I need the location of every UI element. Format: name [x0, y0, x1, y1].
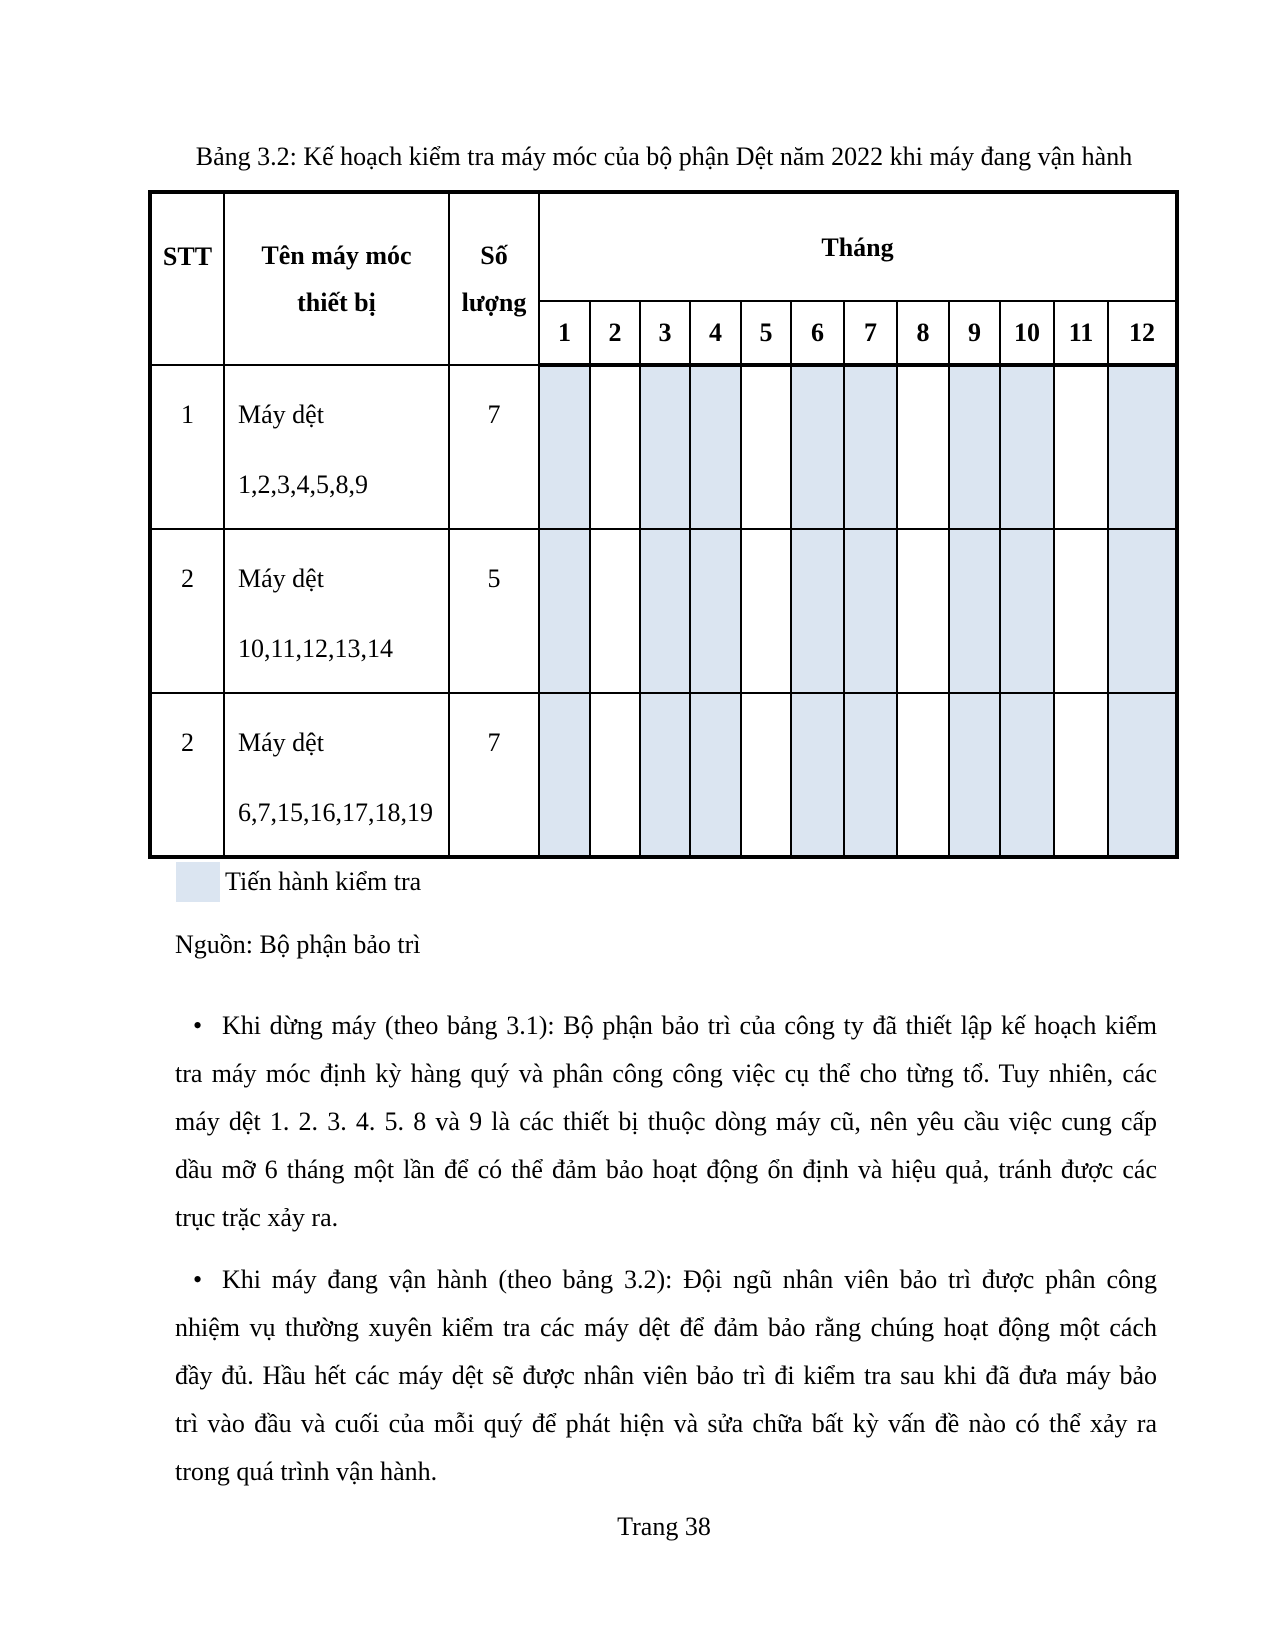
table-row — [150, 365, 1177, 529]
schedule-cell — [949, 529, 1000, 693]
schedule-cell — [539, 693, 590, 857]
row3-quantity: 7 — [449, 693, 539, 857]
schedule-cell — [640, 365, 690, 529]
source-note: Nguồn: Bộ phận bảo trì — [175, 930, 421, 959]
schedule-cell — [1054, 365, 1108, 529]
schedule-cell — [949, 365, 1000, 529]
schedule-cell — [1108, 529, 1177, 693]
legend-color-swatch — [176, 862, 220, 902]
row1-machine-name: Máy dệt 1,2,3,4,5,8,9 — [224, 365, 449, 529]
schedule-cell — [640, 693, 690, 857]
schedule-cell — [1108, 365, 1177, 529]
bullet-icon: • — [193, 1265, 203, 1294]
paragraph-line: trục trặc xảy ra. — [175, 1203, 339, 1232]
paragraph-line: đầy đủ. Hầu hết các máy dệt sẽ được nhân viên bảo trì đi kiểm tra sau khi đã đưa máy bảo — [175, 1361, 1157, 1390]
schedule-cell — [640, 529, 690, 693]
schedule-cell — [1000, 365, 1054, 529]
schedule-cell — [1054, 529, 1108, 693]
row3-machine-name: Máy dệt 6,7,15,16,17,18,19 — [224, 693, 449, 857]
header-month-10: 10 — [1000, 301, 1054, 365]
schedule-cell — [1000, 529, 1054, 693]
legend-label: Tiến hành kiểm tra — [225, 867, 422, 896]
inspection-schedule-table — [148, 190, 1179, 859]
schedule-cell — [690, 693, 741, 857]
header-month-11: 11 — [1054, 301, 1108, 365]
paragraph-line: nhiệm vụ thường xuyên kiểm tra các máy dệt để đảm bảo rằng chúng hoạt động một cách — [175, 1313, 1157, 1342]
paragraph-running-machines — [175, 1256, 1157, 1496]
table-caption: Bảng 3.2: Kế hoạch kiểm tra máy móc của bộ phận Dệt năm 2022 khi máy đang vận hành — [195, 142, 1133, 171]
header-month-7: 7 — [844, 301, 897, 365]
header-month-6: 6 — [791, 301, 844, 365]
schedule-cell — [590, 529, 640, 693]
header-month-9: 9 — [949, 301, 1000, 365]
paragraph-line: trong quá trình vận hành. — [175, 1457, 438, 1486]
bullet-icon: • — [193, 1011, 203, 1040]
header-month-8: 8 — [897, 301, 949, 365]
schedule-cell — [741, 693, 791, 857]
header-month-4: 4 — [690, 301, 741, 365]
schedule-cell — [897, 693, 949, 857]
schedule-cell — [1000, 693, 1054, 857]
header-month-group: Tháng — [539, 192, 1177, 301]
schedule-cell — [791, 529, 844, 693]
schedule-cell — [690, 529, 741, 693]
paragraph-line: dầu mỡ 6 tháng một lần để có thể đảm bảo hoạt động ổn định và hiệu quả, tránh được các — [175, 1155, 1157, 1184]
paragraph-line: tra máy móc định kỳ hàng quý và phân công công việc cụ thể cho từng tổ. Tuy nhiên, các — [175, 1059, 1157, 1088]
schedule-cell — [741, 365, 791, 529]
row2-quantity: 5 — [449, 529, 539, 693]
row2-stt: 2 — [150, 529, 224, 693]
header-month-3: 3 — [640, 301, 690, 365]
schedule-cell — [1108, 693, 1177, 857]
header-month-1: 1 — [539, 301, 590, 365]
paragraph-stopped-machines — [175, 1002, 1157, 1242]
header-quantity: Số lượng — [449, 192, 539, 365]
page-number: Trang 38 — [617, 1512, 711, 1541]
schedule-cell — [897, 529, 949, 693]
paragraph-line: • Khi dừng máy (theo bảng 3.1): Bộ phận bảo trì của công ty đã thiết lập kế hoạch kiểm — [175, 1002, 1157, 1050]
header-month-5: 5 — [741, 301, 791, 365]
header-stt: STT — [150, 192, 224, 365]
header-month-12: 12 — [1108, 301, 1177, 365]
row3-stt: 2 — [150, 693, 224, 857]
schedule-cell — [844, 529, 897, 693]
row1-stt: 1 — [150, 365, 224, 529]
legend — [176, 862, 421, 902]
schedule-cell — [844, 365, 897, 529]
schedule-cell — [539, 529, 590, 693]
row1-quantity: 7 — [449, 365, 539, 529]
schedule-cell — [590, 365, 640, 529]
paragraph-line: trì vào đầu và cuối của mỗi quý để phát hiện và sửa chữa bất kỳ vấn đề nào có thể xảy ra — [175, 1409, 1157, 1438]
schedule-cell — [741, 529, 791, 693]
schedule-cell — [949, 693, 1000, 857]
header-machine-name: Tên máy móc thiết bị — [224, 192, 449, 365]
schedule-cell — [690, 365, 741, 529]
header-month-2: 2 — [590, 301, 640, 365]
schedule-cell — [539, 365, 590, 529]
schedule-cell — [1054, 693, 1108, 857]
paragraph-line: • Khi máy đang vận hành (theo bảng 3.2): Đội ngũ nhân viên bảo trì được phân công — [175, 1256, 1157, 1304]
paragraph-line: máy dệt 1. 2. 3. 4. 5. 8 và 9 là các thiết bị thuộc dòng máy cũ, nên yêu cầu việc cung cấp — [175, 1107, 1157, 1136]
schedule-cell — [844, 693, 897, 857]
schedule-cell — [791, 365, 844, 529]
row2-machine-name: Máy dệt 10,11,12,13,14 — [224, 529, 449, 693]
schedule-cell — [791, 693, 844, 857]
schedule-cell — [590, 693, 640, 857]
table-row — [150, 529, 1177, 693]
schedule-cell — [897, 365, 949, 529]
table-row — [150, 693, 1177, 857]
